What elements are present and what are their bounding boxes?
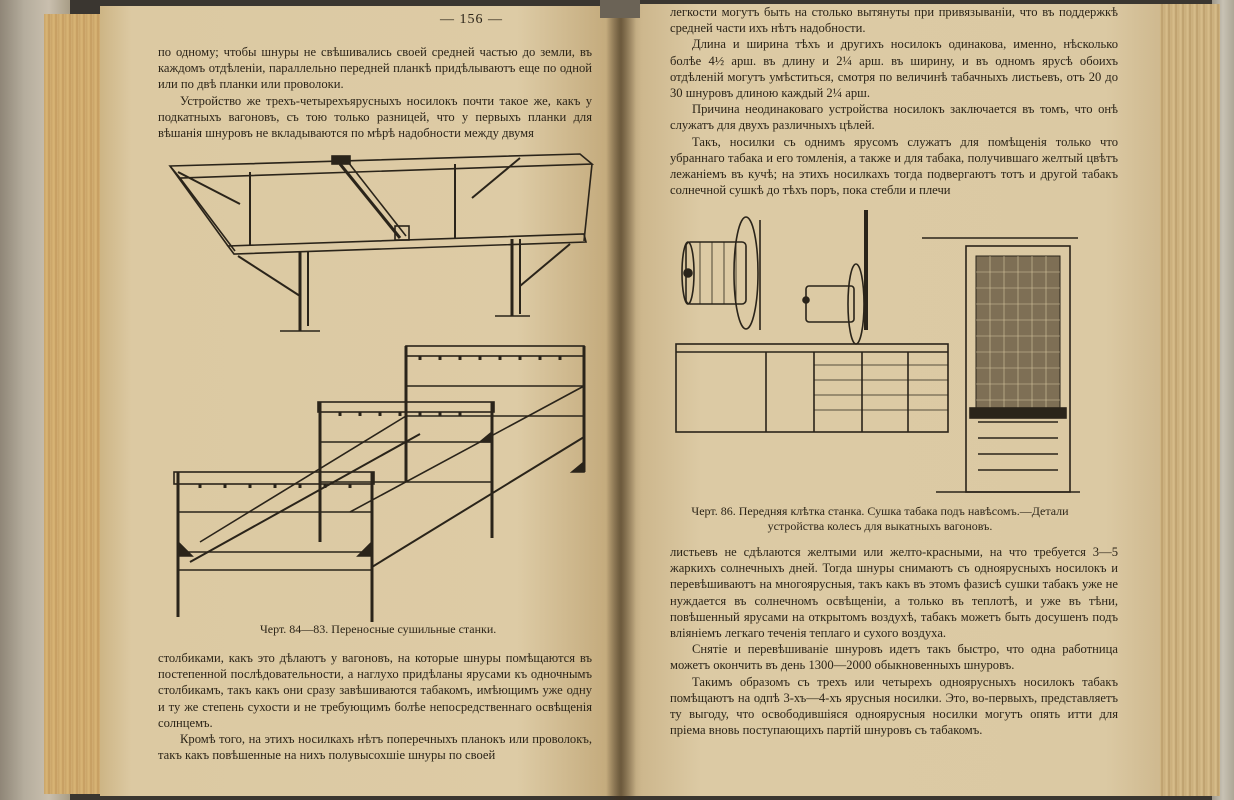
page-edges-right (1150, 4, 1220, 796)
left-text-bottom (158, 650, 592, 763)
figure-drying-cage (620, 200, 1160, 500)
paragraph: Такимъ образомъ съ трехъ или четырехъ одноярусныхъ носилокъ табакъ помѣщаютъ на одпѣ 3-хъ—4-хъ ярусныя носилки. Это, во-первыхъ, представляетъ ту выгоду, что освободившіяся одноярусныя носилки могутъ опять итти для пріема вновь поступающихъ партій шнуровъ съ табакомъ. (670, 674, 1118, 738)
left-text-top (158, 44, 592, 141)
paragraph: столбиками, какъ это дѣлаютъ у вагоновъ, на которые шнуры помѣщаются въ постепенной послѣдовательности, а наглухо придѣланы ярусами къ одночнымъ столбикамъ, такъ какъ они сразу завѣшиваются табакомъ, имѣющимъ уже одну и ту же степень сухости и не требующимъ болѣе непосредственнаго освѣщенія солнцемъ. (158, 651, 592, 730)
paragraph: Длина и ширина тѣхъ и другихъ носилокъ одинакова, именно, нѣсколько болѣе 4½ арш. въ длину и 2¼ арш. въ ширину, и въ одномъ ярусѣ обоихъ отдѣленій могутъ умѣститься, смотря по величинѣ табачныхъ листьевъ, отъ 20 до 30 шнуровъ длиною каждый 2¼ арш. (670, 37, 1118, 101)
paragraph: листьевъ не сдѣлаются желтыми или желто-красными, на что требуется 3—5 жаркихъ солнечныхъ дней. Тогда шнуры снимаютъ съ одноярусныхъ носилокъ и перевѣшиваютъ на многоярусныя, такъ какъ въ этомъ фазисѣ сушки табакъ уже не нуждается въ солнечномъ освѣщеніи, а только въ теплотѣ, и уже въ тѣни, повѣшенный ярусами на открытомъ воздухѣ, табакъ можетъ быть досушенъ подъ вліяніемъ легкаго теченія теплаго и сухого воздуха. (670, 545, 1118, 641)
paragraph: Устройство же трехъ-четырехъярусныхъ носилокъ почти такое же, какъ у подкатныхъ вагоновъ, съ тою только разницей, что у первыхъ планки для вѣшанія шнуровъ не вкладываются по мѣрѣ надобности между двумя (158, 93, 592, 141)
figure-portable-racks (100, 342, 622, 622)
page-number: — 156 — (440, 12, 503, 27)
right-text-top (670, 4, 1118, 198)
figure-caption: Черт. 86. Передняя клѣтка станка. Сушка табака подъ навѣсомъ.—Детали устройства колесъ для выкатныхъ вагоновъ. (691, 504, 1069, 533)
right-page (620, 4, 1160, 796)
figure-caption: Черт. 84—83. Переносные сушильные станки. (260, 622, 497, 636)
spine-top (600, 0, 640, 18)
paragraph: Такъ, носилки съ однимъ ярусомъ служатъ для помѣщенія только что убраннаго табака и его томленія, а также и для табака, получившаго желтый цвѣтъ лежаніемъ въ кучѣ; на этихъ носилкахъ тогда подвергаютъ тотъ и другой табакъ солнечной сушкѣ до тѣхъ поръ, пока стебли и плечи (670, 134, 1118, 198)
paragraph: Кромѣ того, на этихъ носилкахъ нѣтъ поперечныхъ планокъ или проволокъ, такъ какъ повѣшенные на нихъ полувысохшіе шнуры по своей (158, 732, 592, 763)
right-text-bottom (670, 544, 1118, 738)
paragraph: легкости могутъ быть на столько вытянуты при привязываніи, что въ поддержкѣ средней части ихъ нѣтъ надобности. (670, 5, 1118, 36)
figure-wall-rack (100, 146, 622, 346)
book-gutter (606, 0, 636, 800)
paragraph: Причина неодинаковаго устройства носилокъ заключается въ томъ, что онѣ служатъ для двухъ различныхъ цѣлей. (670, 102, 1118, 133)
paragraph: Снятіе и перевѣшиваніе шнуровъ идетъ такъ быстро, что одна работница можетъ окончить въ день 1300—2000 обыкновенныхъ шнуровъ. (670, 642, 1118, 673)
paragraph: по одному; чтобы шнуры не свѣшивались своей средней частью до земли, въ каждомъ отдѣленіи, параллельно передней планкѣ придѣлываютъ еще по одной или по двѣ планки или проволоки. (158, 45, 592, 92)
left-page (100, 6, 622, 796)
